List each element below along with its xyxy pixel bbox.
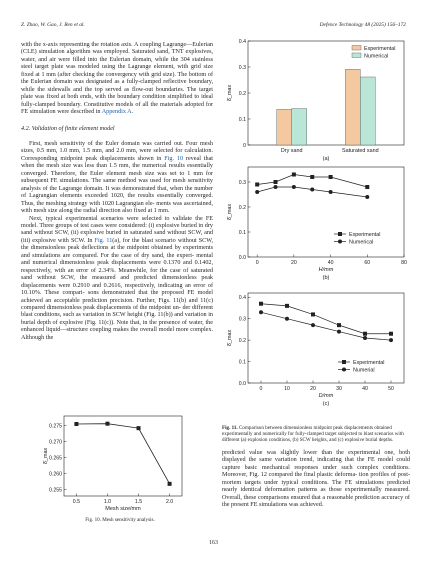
data-point — [365, 195, 369, 199]
y-tick-label: 0.2 — [238, 90, 246, 97]
data-point — [274, 180, 278, 184]
figure-11 — [222, 37, 407, 412]
text-line: could capture basic mechanical responses under such complex — [222, 457, 410, 471]
x-tick-label: 0 — [255, 260, 259, 266]
text-line: der different blast conditions, such as variation in SCW height — [21, 304, 213, 319]
y-tick-label: 0 — [243, 142, 246, 149]
text-line: 0.2616, respectively, indicating an error of 10.10%. These compari- — [21, 282, 213, 297]
text-line: predicted value was slightly lower than the experimental one, both — [222, 450, 410, 456]
text-line: boundaries. The target plate was fixed at both ends, with the — [21, 86, 213, 101]
panel-label: (b) — [322, 275, 330, 281]
x-axis-label: H/mm — [318, 267, 334, 273]
data-point — [285, 304, 289, 308]
y-tick-label: 0.0 — [238, 380, 246, 387]
data-point — [259, 310, 263, 314]
text-line: Lagrangian elements exceeded 1020, the results essentially — [29, 193, 183, 200]
text-line: mesh sizes, 0.5 mm, 1.0 mm, 1.5 mm, and 2.0 mm, were selected for — [21, 140, 213, 155]
y-tick-label: 0.270 — [49, 439, 62, 446]
text-line: boundary, while the sidewalls and the top served as flow-out — [21, 79, 213, 93]
text-line: those experimentally measured. Overall, these comparisons — [222, 487, 410, 501]
text-line: also fixed at 1 mm. — [122, 208, 170, 215]
legend-marker — [338, 232, 342, 236]
text-line: (a), for the blast scenario without SCW, the dimensionless — [21, 237, 213, 252]
legend-label: Experimental — [364, 46, 396, 52]
x-tick-label: 30 — [336, 386, 342, 392]
text-line: compared dimensionless peak displacements of the midpoint un- — [21, 304, 181, 311]
data-point — [329, 175, 333, 179]
y-tick-label: 0.3 — [238, 64, 246, 71]
text-line: calculation. Corresponding midpoint peak displacements shown in — [21, 148, 213, 162]
data-point — [337, 330, 341, 334]
text-line: tion profiles of post-mortem targets under typical conditions. The — [222, 472, 411, 486]
text-line: the FE model. Three groups of test cases were considered: (i) — [21, 215, 214, 229]
x-tick-label: 0.5 — [72, 499, 81, 505]
data-line — [76, 424, 169, 484]
text-line: simulations was achieved. — [259, 502, 324, 509]
data-point — [292, 173, 296, 177]
text-line: explosive buried in dry sand without SCW, (ii) explosive buried in — [21, 222, 213, 237]
text-line: element mesh size was set to 1 mm for subsequent FE simulations. — [21, 170, 214, 185]
text-line: predicted dimensionless peak displacements were 0.2910 and — [21, 275, 213, 289]
y-tick-label: 0.4 — [238, 295, 246, 302]
text-line: for the case of saturated sand without SCW, the measured and — [21, 267, 213, 282]
series-line-circle — [261, 312, 391, 340]
x-tick-label: 80 — [401, 260, 407, 266]
fig10-caption: Fig. 10. Mesh sensitivity analysis. — [85, 517, 155, 523]
data-point — [329, 190, 333, 194]
y-axis-label: δ̄_max — [227, 329, 233, 347]
data-point — [105, 422, 109, 426]
data-point — [365, 185, 369, 189]
x-tick-label: Dry sand — [280, 148, 303, 154]
y-tick-label: 0.260 — [49, 471, 62, 478]
data-point — [310, 188, 314, 192]
data-point — [310, 175, 314, 179]
fig11-caption-text: Comparison between dimensionless midpoint peak displacements obtained experimentally and numerically for fully-clamped target subjected to blast scenarios with different (a) explosion conditions, (b) SCW heights, and (c) explosive burial depths. — [222, 425, 404, 444]
legend-label: Experimental — [349, 231, 381, 238]
mesh-sensitivity-chart — [40, 412, 186, 512]
text-line: acceptable prediction precision. Further, Figs. 11(b) and 11(c) — [53, 297, 213, 304]
mesh-paragraph — [21, 141, 213, 216]
legend-label: Numerial — [353, 367, 375, 374]
x-tick-label: 20 — [290, 260, 297, 266]
y-axis-label: δ̄_max — [43, 447, 49, 465]
y-tick-label: 0.265 — [49, 455, 62, 462]
data-point — [337, 323, 341, 327]
text-line: conditions. Moreover, Fig. 12 compared the final plastic deforma- — [222, 464, 410, 479]
bar-experimental — [277, 109, 292, 145]
data-point — [292, 185, 296, 189]
x-tick-label: 1.5 — [134, 499, 143, 505]
text-line: Eulerian domain was designated as a fully-clamped reflective — [30, 79, 187, 86]
text-line: boundary condition simplified to ideal fully-clamped boundary. — [21, 94, 214, 108]
text-line: The same method was used for mesh sensitivity analysis of the — [21, 178, 213, 192]
text-line: coupling makes the overall model more complex. Although the — [21, 327, 213, 341]
text-line: Saturated sand, TNT explosives, water, and air were filled into the — [21, 49, 213, 63]
bar-experimental — [345, 69, 360, 145]
data-point — [389, 332, 393, 336]
text-line: converged. Thus, the meshing strategy with 1020 Lagrangian ele- — [21, 193, 213, 207]
section-heading: 4.2. Validation of finite element model — [21, 125, 115, 132]
fig11-caption-label: Fig. 11. — [222, 425, 238, 431]
data-point — [74, 422, 78, 426]
text-line: numerical results essentially converged. Therefore, the Euler — [21, 163, 213, 177]
x-tick-label: 50 — [388, 386, 394, 392]
page-number: 163 — [209, 540, 218, 546]
legend-swatch — [352, 46, 361, 51]
legend-label: Numerical — [349, 239, 374, 246]
text-line: saturated sand without SCW, and (iii) explosive with SCW. In — [21, 230, 214, 244]
data-point — [285, 317, 289, 321]
panel-label: (c) — [322, 401, 330, 407]
data-point — [363, 336, 367, 340]
y-tick-label: 0.1 — [238, 229, 246, 236]
text-line: sons demonstrated that the proposed FE model achieved an — [21, 290, 213, 304]
x-tick-label: 2.0 — [165, 499, 174, 505]
legend-marker — [342, 368, 346, 372]
text-line: Lagrange—Eulerian (CLE) simulation algorithm was employed. — [21, 42, 213, 56]
series-line-square — [261, 304, 391, 334]
text-line: FE simulations predicted nearly identical deformation patterns as — [222, 479, 410, 494]
text-line: peak deflections at the midpoint obtained by experiments and — [21, 245, 213, 259]
legend-marker — [338, 240, 342, 244]
plot-frame — [64, 416, 182, 496]
data-point — [311, 312, 315, 316]
results-paragraph — [222, 450, 410, 510]
data-point — [274, 185, 278, 189]
bar-numerical — [360, 77, 375, 145]
y-tick-label: 0.1 — [238, 359, 246, 366]
text-line: Note that, in the presence of water, the enhanced liquid—structure — [21, 319, 213, 334]
legend-label: Experimental — [353, 359, 385, 366]
text-line: ments was ascertained, with mesh size along the radial direction — [21, 200, 213, 215]
x-tick-label: 0 — [259, 386, 263, 392]
y-tick-label: 0.1 — [238, 116, 246, 123]
data-point — [259, 302, 263, 306]
fig11-link[interactable]: Fig. 11 — [94, 237, 113, 244]
x-tick-label: 60 — [364, 260, 371, 266]
figure-10 — [40, 412, 186, 512]
y-tick-label: 0.2 — [238, 337, 246, 344]
text-line: with the x-axis representing the rotation axis. A coupling — [21, 42, 162, 48]
comparison-chart — [222, 37, 407, 412]
text-line: Eulerian domain, while the 304 stainless steel target plate was — [21, 56, 213, 71]
data-point — [363, 332, 367, 336]
panel-label: (a) — [322, 156, 330, 162]
x-tick-label: Saturated sand — [342, 148, 379, 154]
text-line: displayed the same variation trend, indicating that the FE model — [222, 457, 394, 464]
data-point — [255, 183, 259, 187]
y-tick-label: 0.3 — [238, 179, 246, 186]
text-line: Lagrange domain. It was demonstrated that, when the number of — [21, 185, 213, 200]
x-tick-label: 40 — [327, 260, 334, 266]
x-tick-label: 10 — [284, 386, 290, 392]
left-column — [21, 42, 213, 342]
running-header-authors: Z. Zhao, W. Gao, J. Ren et al. — [21, 22, 85, 28]
text-line: modeled using the Lagrange element, with grid size fixed at 1 mm — [21, 64, 213, 78]
text-line: (after checking the convergency with grid size). The bottom of the — [21, 71, 213, 86]
text-line: reveal that when the mesh size was less than 1.5 mm, the — [21, 155, 214, 170]
fig11-caption — [222, 425, 410, 443]
y-axis-label: δ̄_max — [227, 84, 233, 102]
x-tick-label: 40 — [362, 386, 368, 392]
legend-label: Numerical — [364, 53, 389, 60]
plot-frame — [248, 293, 404, 383]
data-point — [311, 323, 315, 327]
y-tick-label: 0.3 — [238, 316, 246, 323]
legend-marker — [342, 360, 346, 364]
y-tick-label: 0.275 — [49, 423, 62, 430]
x-axis-label: D/mm — [318, 393, 334, 399]
running-header-journal: Defence Technology 48 (2025) 156–172 — [319, 22, 406, 28]
text-line: . — [131, 109, 134, 116]
x-tick-label: 1.0 — [103, 499, 112, 505]
text-line: ensured that a reasonable prediction accuracy of the present FE — [222, 494, 410, 509]
data-point — [389, 338, 393, 342]
x-axis-label: Mesh size/mm — [105, 506, 141, 512]
y-tick-label: 0.4 — [238, 38, 246, 45]
text-line: Next, typical experimental scenarios were selected to validate — [29, 215, 193, 222]
plot-frame — [248, 167, 404, 257]
right-column — [222, 450, 410, 510]
text-line: Constitutive models of all the materials adopted for FE simulation — [21, 101, 213, 116]
data-point — [168, 482, 172, 486]
fig10-link[interactable]: Fig. 10 — [164, 155, 184, 162]
text-line: First, mesh sensitivity of the Euler domain was carried out. Four — [29, 140, 198, 147]
text-line: mental and numerical dimensionless peak displacements were — [21, 252, 213, 267]
appendix-link[interactable]: Appendix A — [101, 109, 132, 116]
data-point — [137, 426, 141, 430]
validation-paragraph — [21, 216, 213, 343]
data-point — [255, 190, 259, 194]
intro-paragraph — [21, 42, 213, 117]
y-tick-label: 0.2 — [238, 204, 246, 211]
y-tick-label: 0.255 — [49, 487, 62, 494]
bar-numerical — [292, 109, 307, 145]
legend-swatch — [352, 53, 361, 58]
text-line: 0.1370 and 0.1402, respectively, with an error of 2.34%. Meanwhile, — [21, 260, 213, 274]
y-axis-label: δ̄_max — [227, 203, 233, 221]
text-line: simulations are compared. For the case of dry sand, the experi- — [32, 252, 194, 259]
y-tick-label: 0.0 — [238, 254, 246, 261]
x-tick-label: 20 — [310, 386, 316, 392]
text-line: (Fig. 11(b)) and variation in burial depth of explosive (Fig. 11(c)). — [21, 312, 213, 326]
text-line: were described in — [57, 109, 102, 116]
